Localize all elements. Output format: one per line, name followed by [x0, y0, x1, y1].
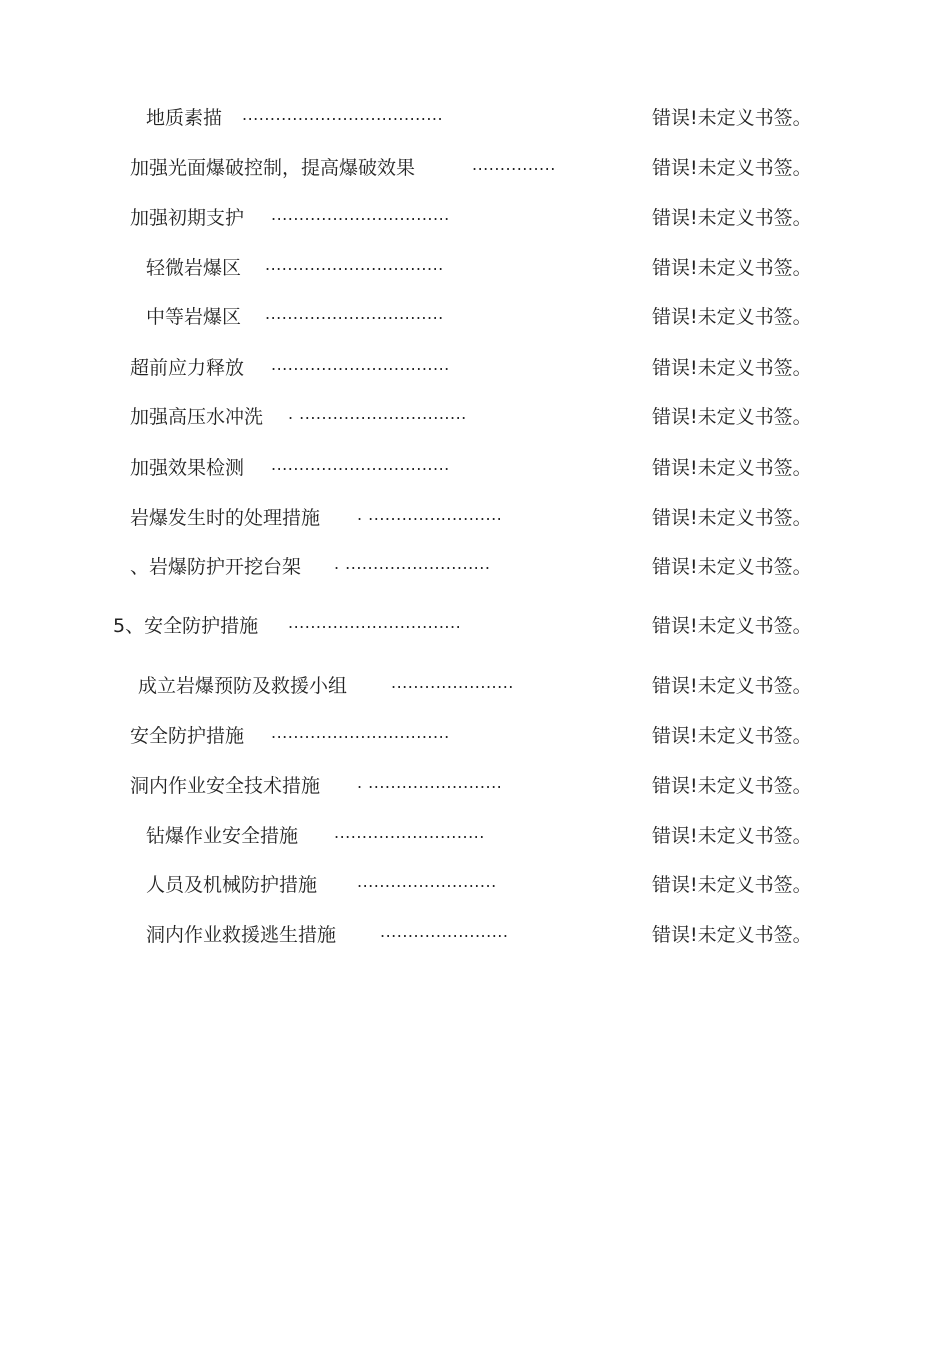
toc-page-reference: 错误!未定义书签。	[652, 257, 812, 279]
toc-entry-title: 中等岩爆区	[146, 306, 242, 328]
toc-page-reference: 错误!未定义书签。	[652, 775, 812, 797]
toc-entry[interactable]	[0, 104, 950, 132]
toc-leader-dots: . ........................	[357, 773, 503, 792]
toc-page-reference: 错误!未定义书签。	[652, 675, 812, 697]
toc-leader-dots: ....................................	[242, 105, 444, 124]
toc-leader-dots: .........................	[357, 872, 497, 891]
toc-entry[interactable]	[0, 354, 950, 382]
toc-page-reference: 错误!未定义书签。	[652, 874, 812, 896]
toc-page-reference: 错误!未定义书签。	[652, 357, 812, 379]
toc-page-reference: 错误!未定义书签。	[652, 457, 812, 479]
toc-page-reference: 错误!未定义书签。	[652, 406, 812, 428]
toc-entry[interactable]	[0, 722, 950, 750]
toc-entry[interactable]	[0, 553, 950, 581]
toc-entry[interactable]	[0, 454, 950, 482]
toc-leader-dots: ...............................	[288, 613, 462, 632]
toc-entry[interactable]	[0, 612, 950, 640]
toc-page-reference: 错误!未定义书签。	[652, 924, 812, 946]
toc-page-reference: 错误!未定义书签。	[652, 725, 812, 747]
toc-entry[interactable]	[0, 921, 950, 949]
toc-page-reference: 错误!未定义书签。	[652, 825, 812, 847]
toc-entry[interactable]	[0, 403, 950, 431]
toc-entry-title: 超前应力释放	[130, 357, 245, 379]
toc-entry-title: 岩爆发生时的处理措施	[130, 507, 321, 529]
toc-leader-dots: ...............	[472, 155, 556, 174]
toc-entry[interactable]	[0, 504, 950, 532]
toc-entry-title: 、岩爆防护开挖台架	[130, 556, 302, 578]
toc-entry-title: 安全防护措施	[130, 725, 245, 747]
toc-entry-title: 加强效果检测	[130, 457, 245, 479]
toc-entry-title: 加强高压水冲洗	[130, 406, 264, 428]
toc-page-reference: 错误!未定义书签。	[652, 107, 812, 129]
toc-leader-dots: ................................	[265, 304, 444, 323]
toc-entry-title: 钻爆作业安全措施	[146, 825, 299, 847]
toc-leader-dots: .......................	[380, 922, 509, 941]
toc-leader-dots: ................................	[265, 255, 444, 274]
toc-entry-title: 人员及机械防护措施	[146, 874, 318, 896]
toc-page-reference: 错误!未定义书签。	[652, 306, 812, 328]
toc-leader-dots: ................................	[271, 205, 450, 224]
toc-entry-title: 加强光面爆破控制，提高爆破效果	[130, 157, 416, 179]
toc-page-reference: 错误!未定义书签。	[652, 507, 812, 529]
toc-leader-dots: ................................	[271, 455, 450, 474]
toc-entry-title: 地质素描	[146, 107, 223, 129]
toc-leader-dots: ......................	[391, 673, 514, 692]
toc-entry[interactable]	[0, 871, 950, 899]
toc-entry[interactable]	[0, 303, 950, 331]
toc-leader-dots: ................................	[271, 723, 450, 742]
toc-entry-title: 加强初期支护	[130, 207, 245, 229]
toc-leader-dots: ................................	[271, 355, 450, 374]
toc-page-reference: 错误!未定义书签。	[652, 556, 812, 578]
toc-page-reference: 错误!未定义书签。	[652, 615, 812, 637]
toc-entry[interactable]	[0, 672, 950, 700]
toc-entry[interactable]	[0, 154, 950, 182]
toc-leader-dots: . ..........................	[334, 554, 491, 573]
toc-page-reference: 错误!未定义书签。	[652, 207, 812, 229]
toc-entry-title: 5、安全防护措施	[113, 615, 259, 637]
toc-entry[interactable]	[0, 204, 950, 232]
toc-entry[interactable]	[0, 254, 950, 282]
toc-leader-dots: . ........................	[357, 505, 503, 524]
toc-entry-title: 成立岩爆预防及救援小组	[138, 675, 348, 697]
toc-entry-title: 洞内作业安全技术措施	[130, 775, 321, 797]
toc-entry[interactable]	[0, 822, 950, 850]
toc-entry-title: 洞内作业救援逃生措施	[146, 924, 337, 946]
toc-page-reference: 错误!未定义书签。	[652, 157, 812, 179]
toc-leader-dots: . ..............................	[288, 404, 467, 423]
toc-entry-title: 轻微岩爆区	[146, 257, 242, 279]
toc-leader-dots: ...........................	[334, 823, 485, 842]
toc-entry[interactable]	[0, 772, 950, 800]
